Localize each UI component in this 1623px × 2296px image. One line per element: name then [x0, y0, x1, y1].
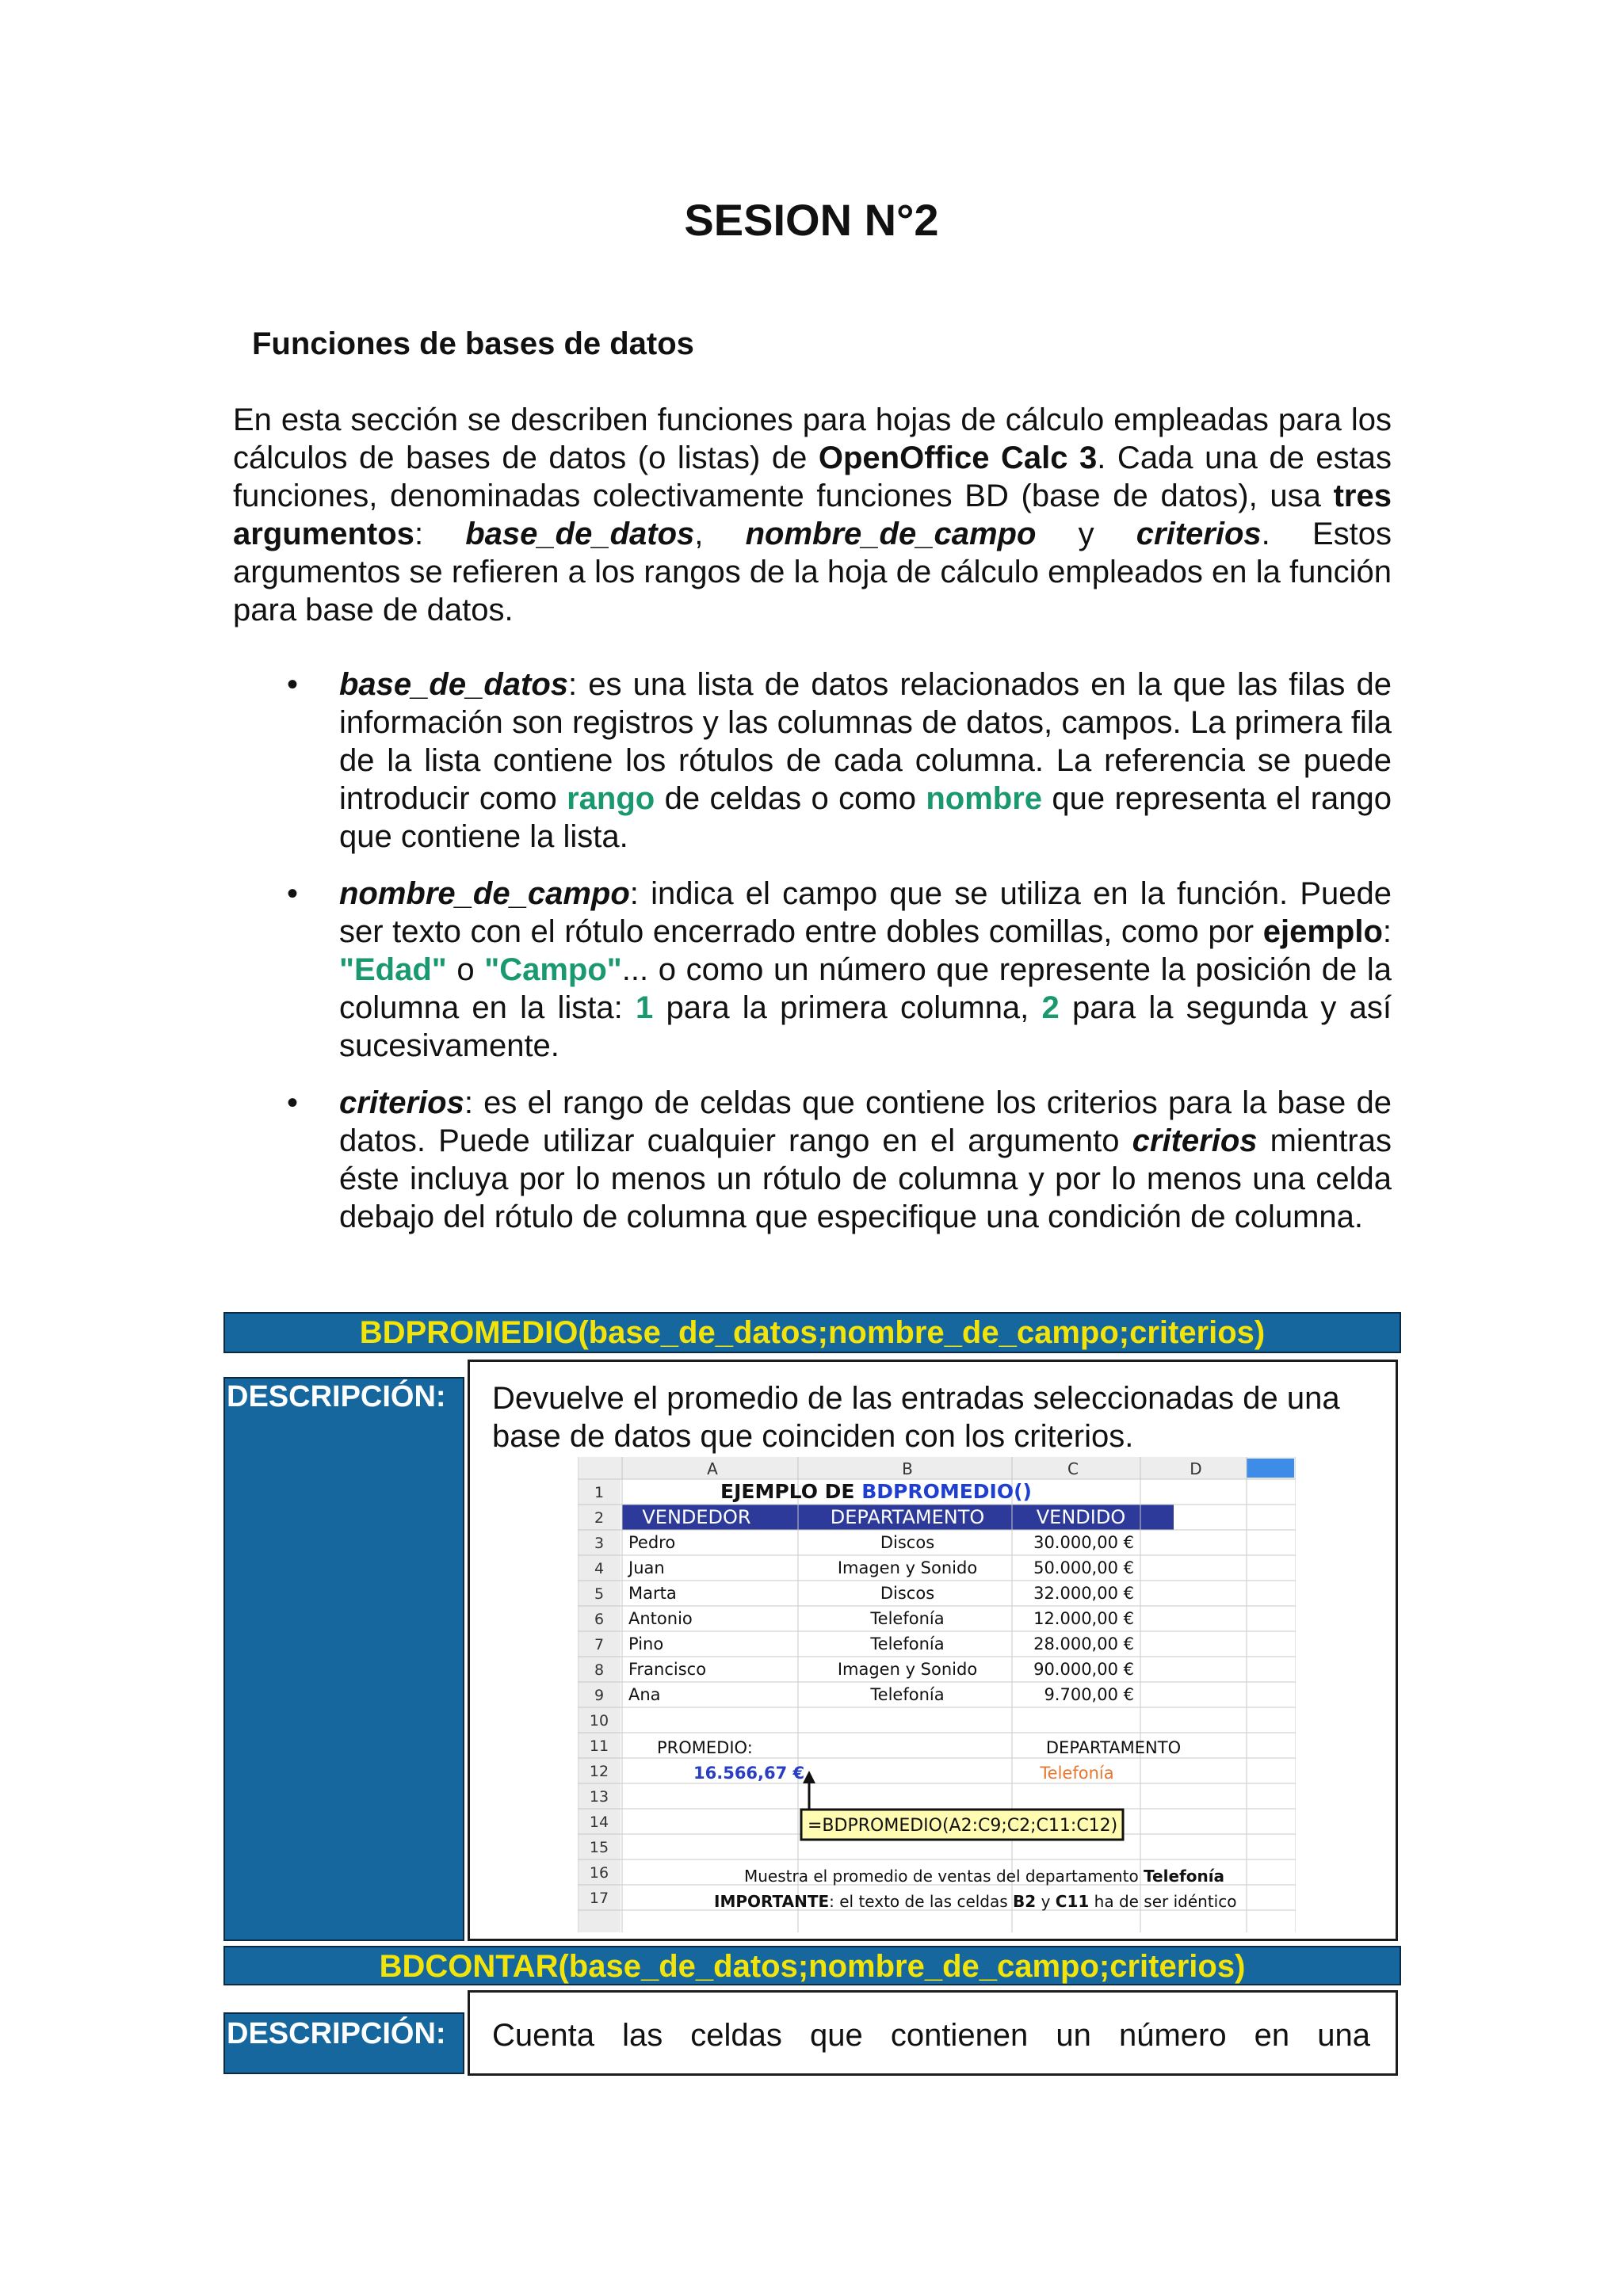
cell-departamento: Imagen y Sonido: [837, 1558, 978, 1577]
promedio-label: PROMEDIO:: [657, 1738, 753, 1757]
cell-departamento: Discos: [880, 1584, 935, 1603]
cell-vendedor: Francisco: [628, 1660, 707, 1679]
cell-departamento: Telefonía: [870, 1634, 945, 1653]
description-text: Devuelve el promedio de las entradas seleccionadas de una base de datos que coinciden con los criterios.: [492, 1381, 1340, 1454]
column-letter-c: C: [1067, 1459, 1079, 1478]
cell-vendedor: Juan: [628, 1558, 665, 1577]
row-number: 3: [594, 1535, 605, 1552]
cell-vendido: 30.000,00 €: [1033, 1533, 1134, 1552]
bullet-icon: •: [287, 667, 299, 702]
cell-vendido: 12.000,00 €: [1033, 1609, 1134, 1628]
list-item-criterios: • criterios: es el rango de celdas que contiene los criterios para la base de datos. Puede utilizar cualquier rango en el argumento criterios mientras éste incluya por lo menos un rótulo de columna y por lo menos una celda debajo del rótulo de columna que especifique una condición de columna.: [287, 1085, 1392, 1234]
description-label: DESCRIPCIÓN:: [223, 2012, 464, 2074]
dept-label: DEPARTAMENTO: [1045, 1738, 1182, 1757]
argument-list: [282, 666, 1392, 1255]
cell-vendido: 50.000,00 €: [1033, 1558, 1134, 1577]
list-item-nombre-de-campo: • nombre_de_campo: indica el campo que se utiliza en la función. Puede ser texto con el rótulo encerrado entre dobles comillas, como por ejemplo: "Edad" o "Campo"... o como un número que represente la posición de la columna en la lista: 1 para la primera columna, 2 para la segunda y así sucesivamente.: [287, 876, 1392, 1063]
cell-departamento: Telefonía: [870, 1685, 945, 1704]
cell-departamento: Telefonía: [870, 1609, 945, 1628]
row-number: 14: [589, 1814, 609, 1831]
row-number: 2: [594, 1509, 605, 1527]
cell-vendedor: Marta: [628, 1584, 677, 1603]
column-letter-d: D: [1190, 1459, 1202, 1478]
cell-vendido: 32.000,00 €: [1033, 1584, 1134, 1603]
cell-vendido: 9.700,00 €: [1044, 1685, 1134, 1704]
row-number: 6: [594, 1611, 605, 1628]
sheet-title: EJEMPLO DE BDPROMEDIO(): [720, 1480, 1032, 1503]
description-box: [468, 1360, 1398, 1941]
dept-value: Telefonía: [1040, 1764, 1114, 1783]
formula-text: =BDPROMEDIO(A2:C9;C2;C11:C12): [808, 1816, 1118, 1836]
description-box: [468, 1990, 1398, 2076]
sheet-header-vendedor: VENDEDOR: [642, 1506, 751, 1528]
bullet-icon: •: [287, 1085, 299, 1120]
row-number: 12: [589, 1763, 609, 1780]
row-number: 8: [594, 1661, 605, 1679]
cell-vendedor: Pino: [628, 1634, 664, 1653]
cell-vendedor: Pedro: [628, 1533, 676, 1552]
row-number: 1: [594, 1484, 605, 1501]
column-letter-b: B: [902, 1459, 913, 1478]
row-number: 15: [589, 1839, 609, 1856]
row-number: 5: [594, 1585, 605, 1603]
note-line-2: IMPORTANTE: el texto de las celdas B2 y C11 ha de ser idéntico: [714, 1892, 1237, 1911]
cell-vendedor: Ana: [628, 1685, 661, 1704]
promedio-value: 16.566,67 €: [693, 1764, 805, 1783]
row-number: 13: [589, 1788, 609, 1806]
bullet-icon: •: [287, 876, 299, 911]
cell-departamento: Discos: [880, 1533, 935, 1552]
section-subtitle: Funciones de bases de datos: [252, 326, 694, 361]
description-label: DESCRIPCIÓN:: [223, 1377, 464, 1941]
page-title: SESION N°2: [684, 195, 939, 245]
row-number: 7: [594, 1636, 605, 1653]
row-number: 9: [594, 1687, 605, 1704]
sheet-header-departamento: DEPARTAMENTO: [830, 1506, 985, 1528]
row-number: 16: [589, 1864, 609, 1882]
column-letter-a: A: [707, 1459, 718, 1478]
note-line-1: Muestra el promedio de ventas del departamento Telefonía: [744, 1867, 1225, 1886]
cell-vendedor: Antonio: [628, 1609, 693, 1628]
description-text: Cuenta las celdas que contienen un número en una: [492, 2018, 1370, 2053]
row-number: 4: [594, 1560, 605, 1577]
cell-vendido: 90.000,00 €: [1033, 1660, 1134, 1679]
function-header-bdpromedio: BDPROMEDIO(base_de_datos;nombre_de_campo;criterios): [223, 1312, 1401, 1353]
row-number: 11: [589, 1737, 609, 1755]
spreadsheet-example: [578, 1457, 1296, 1932]
sheet-header-vendido: VENDIDO: [1036, 1506, 1126, 1528]
row-number: 10: [589, 1712, 609, 1730]
cell-departamento: Imagen y Sonido: [837, 1660, 978, 1679]
list-item-base-de-datos: • base_de_datos: es una lista de datos relacionados en la que las filas de información son registros y las columnas de datos, campos. La primera fila de la lista contiene los rótulos de cada columna. La referencia se puede introducir como rango de celdas o como nombre que representa el rango que contiene la lista.: [287, 667, 1392, 854]
row-number: 17: [589, 1890, 609, 1907]
function-header-bdcontar: BDCONTAR(base_de_datos;nombre_de_campo;criterios): [223, 1946, 1401, 1985]
intro-paragraph: En esta sección se describen funciones para hojas de cálculo empleadas para los cálculos de bases de datos (o listas) de OpenOffice Calc 3. Cada una de estas funciones, denominadas colectivamente funciones BD (base de datos), usa tres argumentos: base_de_datos, nombre_de_campo y criterios. Estos argumentos se refieren a los rangos de la hoja de cálculo empleados en la función para base de datos.: [233, 402, 1392, 627]
cell-vendido: 28.000,00 €: [1033, 1634, 1134, 1653]
